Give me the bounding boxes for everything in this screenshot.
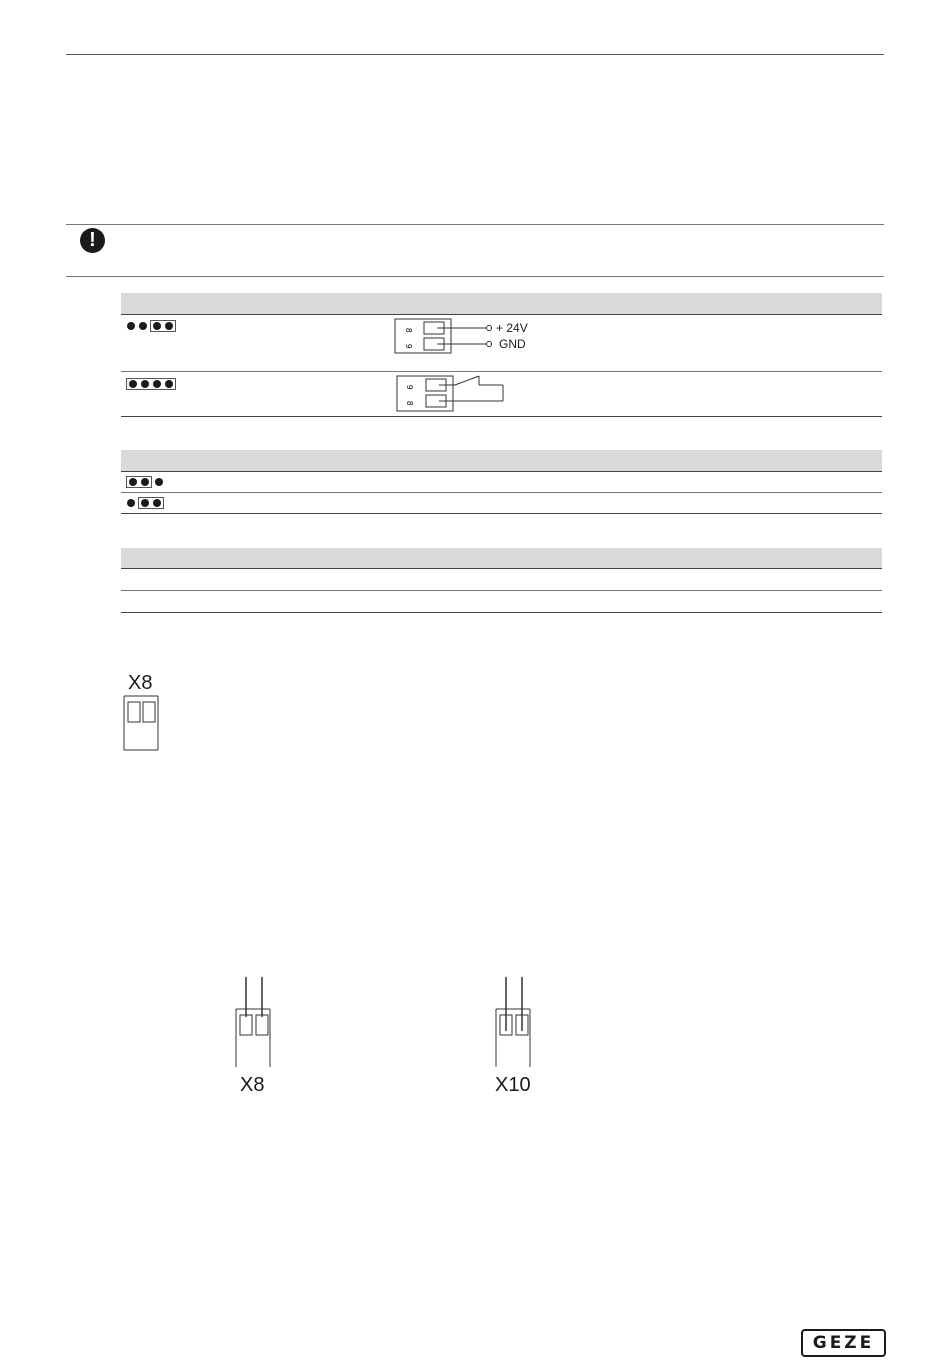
terminal-number-bottom: 9 <box>404 344 413 349</box>
connector-label-x8-wired: X8 <box>240 1074 265 1096</box>
table3-row-rule <box>121 590 882 591</box>
terminal-number-top: 8 <box>404 328 413 333</box>
terminal-number-bottom: 8 <box>405 401 414 406</box>
jumper-4-pins-a <box>125 320 177 332</box>
table2-row-rule <box>121 492 882 493</box>
table3-bottom-rule <box>121 612 882 613</box>
connector-label-x10-wired: X10 <box>495 1074 531 1096</box>
table3-header-rule <box>121 568 882 569</box>
table1-row-rule <box>121 371 882 372</box>
connector-x10-wired <box>492 975 536 1071</box>
label-plus-24v: + 24V <box>496 321 528 335</box>
geze-logo: GEZE <box>801 1329 886 1357</box>
table2-header-rule <box>121 471 882 472</box>
connector-x8-wired <box>232 975 276 1071</box>
table2-header <box>121 450 882 471</box>
table1-header-rule <box>121 314 882 315</box>
table2-bottom-rule <box>121 513 882 514</box>
label-gnd: GND <box>499 337 526 351</box>
jumper-4-pins-b <box>125 378 177 390</box>
notice-top-rule <box>66 224 884 225</box>
header-rule <box>66 54 884 55</box>
table1-bottom-rule <box>121 416 882 417</box>
table3-header <box>121 548 882 569</box>
terminal-diagram-24v <box>393 316 543 356</box>
connector-label-x8: X8 <box>128 672 153 694</box>
jumper-3-pins-b <box>125 497 165 509</box>
terminal-diagram-contact <box>395 374 510 414</box>
table1-header <box>121 293 882 314</box>
terminal-number-top: 9 <box>405 385 414 390</box>
jumper-3-pins-a <box>125 476 165 488</box>
exclamation-icon: ! <box>80 228 105 253</box>
connector-x8-diagram <box>122 694 162 752</box>
notice-bottom-rule <box>66 276 884 277</box>
